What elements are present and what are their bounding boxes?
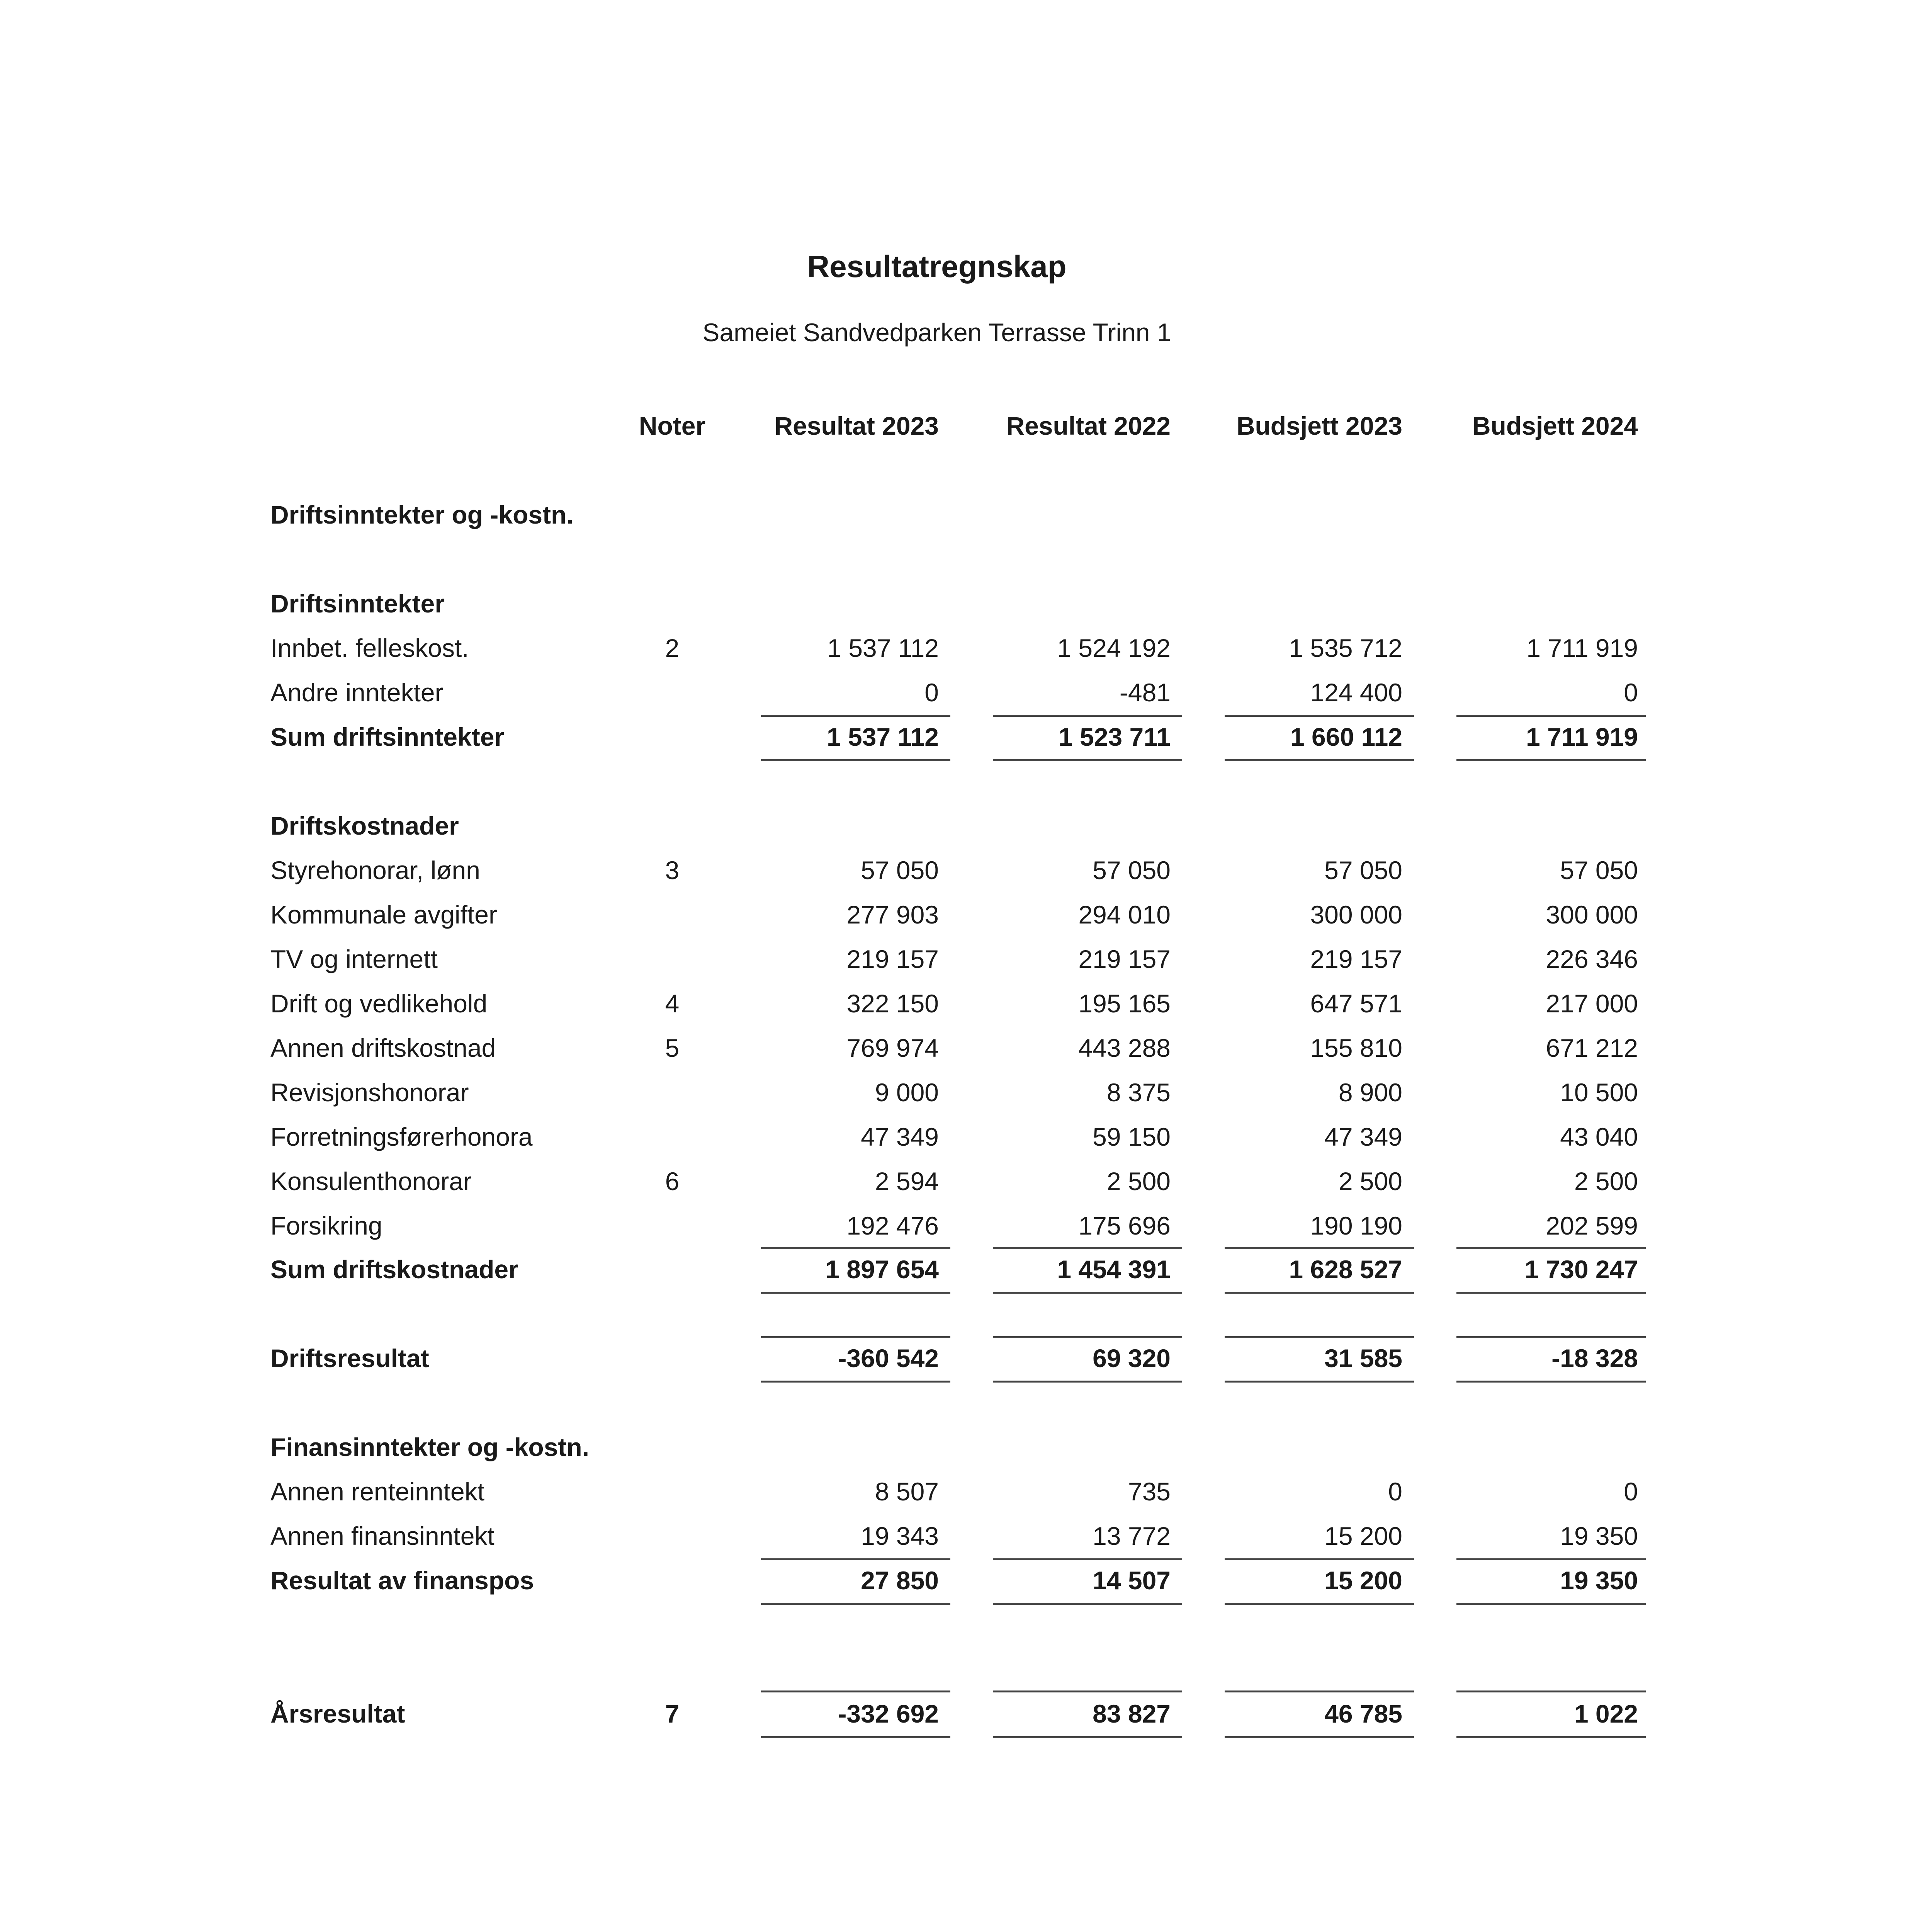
- sum-rule: [761, 759, 950, 761]
- row-label: Styrehonorar, lønn: [270, 856, 480, 884]
- value-resultat-2022: 69 320: [1093, 1344, 1171, 1372]
- value-budsjett-2024: 10 500: [1560, 1078, 1638, 1107]
- value-resultat-2023: -332 692: [838, 1699, 939, 1728]
- value-budsjett-2024: 19 350: [1560, 1566, 1638, 1595]
- value-resultat-2023: 322 150: [846, 989, 939, 1018]
- value-resultat-2023: 192 476: [846, 1211, 939, 1240]
- row-label: Driftsresultat: [270, 1344, 429, 1372]
- value-resultat-2023: 1 537 112: [827, 723, 939, 751]
- value-budsjett-2023: 47 349: [1324, 1122, 1402, 1151]
- row-label: Sum driftskostnader: [270, 1255, 518, 1284]
- value-budsjett-2024: 0: [1624, 678, 1638, 707]
- col-header-budsjett-2023: Budsjett 2023: [1236, 412, 1402, 440]
- sum-rule: [1225, 1736, 1414, 1738]
- row-note: 2: [665, 634, 680, 662]
- value-resultat-2022: 175 696: [1078, 1211, 1171, 1240]
- value-resultat-2022: 443 288: [1078, 1034, 1171, 1062]
- value-resultat-2023: 277 903: [846, 900, 939, 929]
- value-resultat-2022: 2 500: [1106, 1167, 1171, 1196]
- value-budsjett-2023: 1 628 527: [1289, 1255, 1402, 1284]
- table-row: [0, 1070, 1915, 1115]
- value-budsjett-2024: 671 212: [1546, 1034, 1638, 1062]
- row-label: Forsikring: [270, 1211, 382, 1240]
- sum-rule: [993, 1381, 1182, 1383]
- row-label: Resultat av finanspos: [270, 1566, 534, 1595]
- value-budsjett-2024: 226 346: [1546, 945, 1638, 973]
- value-resultat-2022: 57 050: [1093, 856, 1171, 884]
- value-budsjett-2023: 1 660 112: [1290, 723, 1402, 751]
- value-resultat-2022: 219 157: [1078, 945, 1171, 973]
- value-resultat-2022: 13 772: [1093, 1522, 1171, 1550]
- row-label: Drift og vedlikehold: [270, 989, 488, 1018]
- sum-rule: [1456, 1736, 1646, 1738]
- value-resultat-2022: 1 454 391: [1057, 1255, 1171, 1284]
- value-budsjett-2023: 15 200: [1324, 1522, 1402, 1550]
- value-budsjett-2024: 217 000: [1546, 989, 1638, 1018]
- value-resultat-2023: 19 343: [861, 1522, 939, 1550]
- col-header-budsjett-2024: Budsjett 2024: [1472, 412, 1638, 440]
- value-budsjett-2023: 647 571: [1310, 989, 1402, 1018]
- row-label: Andre inntekter: [270, 678, 443, 707]
- value-budsjett-2023: 300 000: [1310, 900, 1402, 929]
- row-label: Sum driftsinntekter: [270, 723, 505, 751]
- value-resultat-2022: -481: [1119, 678, 1171, 707]
- value-resultat-2023: 9 000: [875, 1078, 939, 1107]
- sum-rule: [1225, 1603, 1414, 1605]
- value-resultat-2022: 1 523 711: [1059, 723, 1171, 751]
- table-row: [0, 893, 1915, 937]
- value-resultat-2023: 1 897 654: [825, 1255, 939, 1284]
- row-label: Annen renteinntekt: [270, 1477, 485, 1506]
- sum-rule: [761, 1603, 950, 1605]
- row-label: Konsulenthonorar: [270, 1167, 472, 1196]
- subsection-title: Finansinntekter og -kostn.: [270, 1433, 590, 1461]
- value-resultat-2023: 47 349: [861, 1122, 939, 1151]
- subsection-header-income: [0, 582, 1915, 626]
- table-row: [0, 626, 1915, 670]
- value-resultat-2023: 219 157: [846, 945, 939, 973]
- subsection-title: Driftsinntekter: [270, 589, 445, 618]
- sum-rule: [1456, 1292, 1646, 1294]
- col-header-resultat-2022: Resultat 2022: [1006, 412, 1171, 440]
- value-budsjett-2024: 43 040: [1560, 1122, 1638, 1151]
- row-label: Årsresultat: [270, 1699, 405, 1728]
- value-budsjett-2024: 300 000: [1546, 900, 1638, 929]
- row-label: Annen finansinntekt: [270, 1522, 494, 1550]
- col-header-notes: Noter: [639, 412, 706, 440]
- total-row: [0, 1336, 1915, 1381]
- sum-rule: [761, 1381, 950, 1383]
- value-resultat-2023: 2 594: [875, 1167, 939, 1196]
- total-row: [0, 715, 1915, 759]
- value-budsjett-2023: 57 050: [1324, 856, 1402, 884]
- report-subtitle: Sameiet Sandvedparken Terrasse Trinn 1: [702, 318, 1171, 347]
- value-resultat-2022: 1 524 192: [1057, 634, 1171, 662]
- col-header-resultat-2023: Resultat 2023: [774, 412, 939, 440]
- sum-rule: [993, 759, 1182, 761]
- subsection-header-finance: [0, 1425, 1915, 1469]
- row-note: 5: [665, 1034, 680, 1062]
- sum-rule: [761, 1292, 950, 1294]
- row-note: 6: [665, 1167, 680, 1196]
- value-resultat-2022: 59 150: [1093, 1122, 1171, 1151]
- value-budsjett-2024: 202 599: [1546, 1211, 1638, 1240]
- table-row: [0, 848, 1915, 893]
- table-row: [0, 1469, 1915, 1514]
- table-row: [0, 1026, 1915, 1070]
- table-row: [0, 1204, 1915, 1248]
- value-resultat-2023: 27 850: [861, 1566, 939, 1595]
- value-budsjett-2023: 0: [1388, 1477, 1402, 1506]
- value-budsjett-2024: 2 500: [1574, 1167, 1638, 1196]
- table-row: [0, 981, 1915, 1026]
- value-resultat-2022: 195 165: [1078, 989, 1171, 1018]
- sum-rule: [1225, 759, 1414, 761]
- subsection-title: Driftskostnader: [270, 811, 459, 840]
- value-resultat-2023: 57 050: [861, 856, 939, 884]
- sum-rule: [1456, 1381, 1646, 1383]
- row-label: Annen driftskostnad: [270, 1034, 496, 1062]
- row-note: 7: [665, 1699, 680, 1728]
- row-label: Kommunale avgifter: [270, 900, 497, 929]
- total-row: [0, 1692, 1915, 1736]
- sum-rule: [1225, 1381, 1414, 1383]
- row-label: TV og internett: [270, 945, 438, 973]
- value-budsjett-2024: 57 050: [1560, 856, 1638, 884]
- value-resultat-2022: 735: [1128, 1477, 1171, 1506]
- value-resultat-2023: 8 507: [875, 1477, 939, 1506]
- row-note: 3: [665, 856, 680, 884]
- row-label: Forretningsførerhonora: [270, 1122, 533, 1151]
- sum-rule: [1225, 1292, 1414, 1294]
- value-budsjett-2023: 15 200: [1324, 1566, 1402, 1595]
- value-budsjett-2023: 46 785: [1324, 1699, 1402, 1728]
- report-title: Resultatregnskap: [807, 249, 1067, 284]
- total-row: [0, 1247, 1915, 1292]
- value-budsjett-2023: 219 157: [1310, 945, 1402, 973]
- row-label: Innbet. felleskost.: [270, 634, 469, 662]
- subsection-header-costs: [0, 804, 1915, 848]
- table-row: [0, 670, 1915, 715]
- table-row: [0, 1514, 1915, 1558]
- value-budsjett-2024: 1 730 247: [1524, 1255, 1638, 1284]
- value-resultat-2023: 1 537 112: [827, 634, 939, 662]
- value-budsjett-2023: 1 535 712: [1289, 634, 1402, 662]
- value-resultat-2023: -360 542: [838, 1344, 939, 1372]
- table-row: [0, 937, 1915, 981]
- value-budsjett-2023: 8 900: [1338, 1078, 1402, 1107]
- sum-rule: [993, 1292, 1182, 1294]
- row-note: 4: [665, 989, 680, 1018]
- value-resultat-2022: 8 375: [1106, 1078, 1171, 1107]
- value-budsjett-2024: -18 328: [1551, 1344, 1638, 1372]
- value-budsjett-2023: 155 810: [1310, 1034, 1402, 1062]
- value-resultat-2022: 294 010: [1078, 900, 1171, 929]
- value-budsjett-2023: 2 500: [1338, 1167, 1402, 1196]
- value-resultat-2023: 769 974: [846, 1034, 939, 1062]
- value-resultat-2022: 83 827: [1093, 1699, 1171, 1728]
- value-resultat-2023: 0: [924, 678, 939, 707]
- sum-rule: [993, 1736, 1182, 1738]
- total-row: [0, 1558, 1915, 1603]
- value-budsjett-2024: 0: [1624, 1477, 1638, 1506]
- table-row: [0, 1115, 1915, 1159]
- value-budsjett-2023: 124 400: [1310, 678, 1402, 707]
- value-budsjett-2023: 190 190: [1310, 1211, 1402, 1240]
- section-header-drift: [0, 493, 1915, 537]
- value-resultat-2022: 14 507: [1093, 1566, 1171, 1595]
- section-title: Driftsinntekter og -kostn.: [270, 500, 574, 529]
- table-row: [0, 1159, 1915, 1204]
- sum-rule: [993, 1603, 1182, 1605]
- sum-rule: [1456, 759, 1646, 761]
- value-budsjett-2024: 1 711 919: [1526, 634, 1638, 662]
- sum-rule: [761, 1736, 950, 1738]
- value-budsjett-2024: 19 350: [1560, 1522, 1638, 1550]
- value-budsjett-2023: 31 585: [1324, 1344, 1402, 1372]
- value-budsjett-2024: 1 022: [1574, 1699, 1638, 1728]
- column-header-row: [0, 404, 1915, 448]
- row-label: Revisjonshonorar: [270, 1078, 469, 1107]
- sum-rule: [1456, 1603, 1646, 1605]
- value-budsjett-2024: 1 711 919: [1526, 723, 1638, 751]
